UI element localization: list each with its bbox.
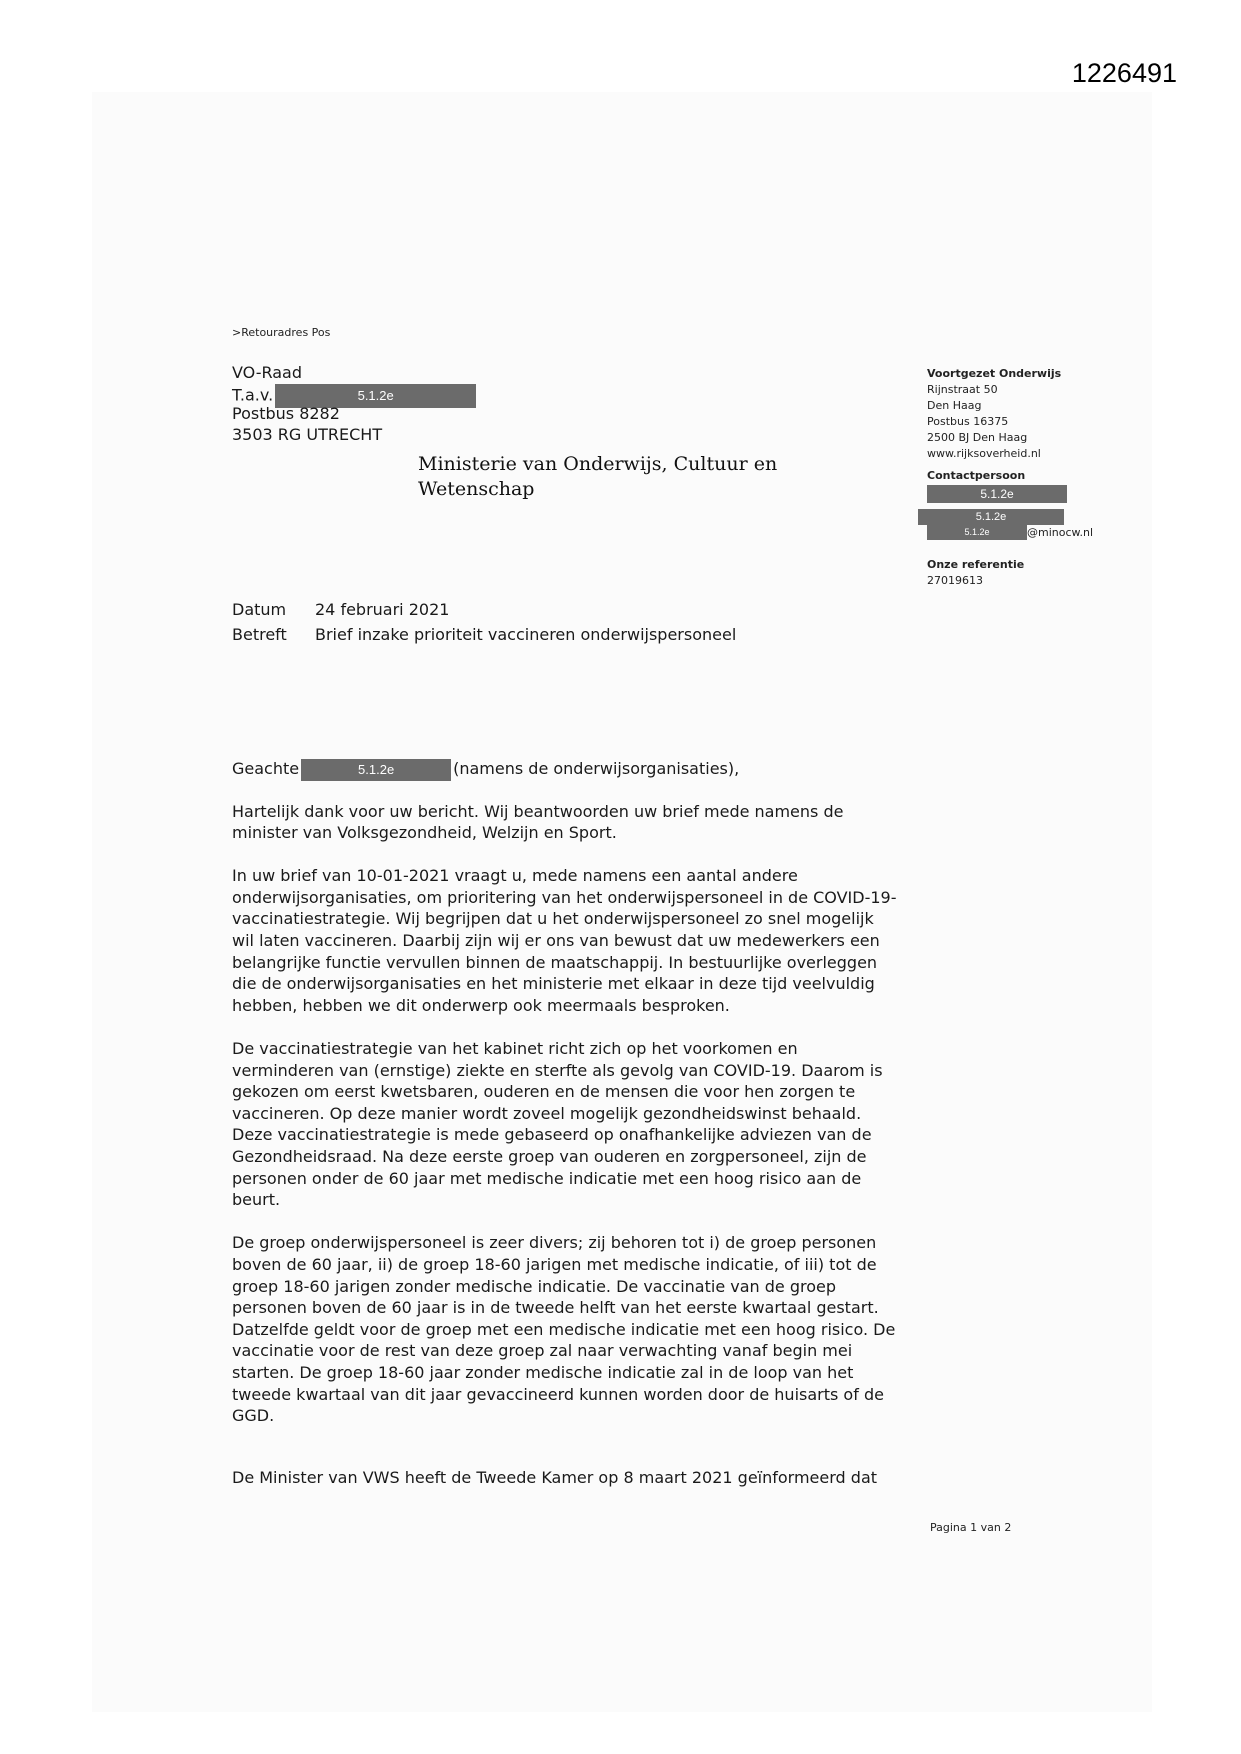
date-row — [232, 597, 736, 622]
text-line: In uw brief van 10-01-2021 vraagt u, mede namens een aantal andere — [232, 866, 798, 886]
salutation — [232, 758, 922, 781]
text-line: vaccineren. Op deze manier wordt zoveel mogelijk gezondheidswinst behaald. — [232, 1103, 862, 1123]
website-link[interactable]: www.rijksoverheid.nl — [927, 447, 1041, 460]
reference-heading: Onze referentie — [927, 558, 1025, 571]
text-line: onderwijsorganisaties, om prioritering van het onderwijspersoneel in de COVID-19- — [232, 887, 897, 907]
text-line: minister van Volksgezondheid, Welzijn en Sport. — [232, 823, 617, 843]
text-line: die de onderwijsorganisaties en het ministerie met elkaar in deze tijd veelvuldig — [232, 974, 875, 994]
paragraph — [232, 1038, 922, 1211]
text-line: Datzelfde geldt voor de groep met een medische indicatie met een hoog risico. De — [232, 1319, 896, 1339]
text-line: De groep onderwijspersoneel is zeer divers; zij behoren tot i) de groep personen — [232, 1233, 877, 1253]
text-line: Gezondheidsraad. Na deze eerste groep van ouderen en zorgpersoneel, zijn de — [232, 1147, 867, 1166]
text-line: vaccinatiestrategie. Wij begrijpen dat u het onderwijspersoneel zo snel mogelijk — [232, 909, 874, 929]
address-line: 2500 BJ Den Haag — [927, 431, 1028, 444]
recipient-city: 3503 RG UTRECHT — [232, 424, 383, 444]
salutation-suffix: (namens de onderwijsorganisaties), — [453, 759, 740, 778]
contact-heading: Contactpersoon — [927, 469, 1026, 482]
text-line: hebben, hebben we dit onderwerp ook meermaals besproken. — [232, 995, 730, 1015]
letter-meta — [232, 597, 736, 647]
recipient-block — [232, 363, 476, 445]
ministry-line-2: Wetenschap — [418, 478, 535, 500]
text-line: wil laten vaccineren. Daarbij zijn wij er ons van bewust dat uw medewerkers een — [232, 931, 880, 951]
text-line: personen boven de 60 jaar is in de tweede helft van het eerste kwartaal gestart. — [232, 1298, 879, 1318]
text-line: tweede kwartaal van dit jaar gevaccineerd kunnen worden door de huisarts of de — [232, 1384, 884, 1404]
text-line: Deze vaccinatiestrategie is mede gebaseerd op onafhankelijke adviezen van de — [232, 1125, 872, 1145]
page-number: Pagina 1 van 2 — [930, 1521, 1012, 1534]
email-suffix: @minocw.nl — [1027, 526, 1094, 539]
letter-body — [232, 758, 922, 1448]
reference-number: 27019613 — [927, 574, 983, 587]
recipient-org: VO-Raad — [232, 363, 303, 382]
date-value: 24 februari 2021 — [315, 600, 450, 619]
text-line: vaccinatie voor de rest van deze groep zal naar verwachting vanaf begin mei — [232, 1341, 853, 1361]
paragraph — [232, 801, 922, 844]
text-line: De vaccinatiestrategie van het kabinet richt zich op het voorkomen en — [232, 1039, 798, 1059]
text-line: groep 18-60 jarigen zonder medische indicatie. De vaccinatie van de groep — [232, 1276, 836, 1296]
redaction-box: 5.1.2e — [927, 485, 1067, 503]
redaction-box: 5.1.2e — [275, 384, 476, 408]
ministry-wordmark — [418, 452, 777, 502]
text-line: gekozen om eerst kwetsbaren, ouderen en de mensen die voor hen zorgen te — [232, 1082, 856, 1102]
text-line: beurt. — [232, 1190, 281, 1210]
redaction-box: 5.1.2e — [927, 525, 1027, 540]
salutation-prefix: Geachte — [232, 759, 300, 778]
redaction-box: 5.1.2e — [918, 509, 1064, 525]
return-address: >Retouradres Pos — [232, 326, 331, 339]
address-line: Rijnstraat 50 — [927, 383, 998, 396]
text-line: verminderen van (ernstige) ziekte en sterfte als gevolg van COVID-19. Daarom is — [232, 1060, 883, 1080]
date-label: Datum — [232, 600, 287, 619]
recipient-attn — [232, 384, 476, 405]
redaction-box: 5.1.2e — [301, 759, 451, 781]
recipient-postbus: Postbus 8282 — [232, 404, 340, 423]
text-line: GGD. — [232, 1406, 275, 1426]
text-line: personen onder de 60 jaar met medische indicatie met een hoog risico aan de — [232, 1168, 862, 1188]
subject-row — [232, 622, 736, 647]
subject-label: Betreft — [232, 625, 287, 644]
document-id: 1226491 — [1071, 58, 1177, 88]
address-line: Den Haag — [927, 399, 982, 412]
text-line: Hartelijk dank voor uw bericht. Wij beantwoorden uw brief mede namens de — [232, 801, 844, 821]
address-line: Postbus 16375 — [927, 415, 1009, 428]
contact-email — [927, 525, 1127, 541]
paragraph — [232, 1232, 922, 1426]
attn-label: T.a.v. — [232, 385, 274, 404]
continued-paragraph: De Minister van VWS heeft de Tweede Kamer op 8 maart 2021 geïnformeerd dat — [232, 1468, 878, 1487]
ministry-line-1: Ministerie van Onderwijs, Cultuur en — [418, 453, 778, 475]
subject-value: Brief inzake prioriteit vaccineren onderwijspersoneel — [315, 625, 737, 644]
text-line: belangrijke functie vervullen binnen de maatschappij. In bestuurlijke overleggen — [232, 952, 878, 972]
sender-sidebar — [927, 366, 1127, 589]
text-line: starten. De groep 18-60 jaar zonder medische indicatie zal in de loop van het — [232, 1362, 854, 1382]
department-heading: Voortgezet Onderwijs — [927, 367, 1062, 380]
text-line: boven de 60 jaar, ii) de groep 18-60 jarigen met medische indicatie, of iii) tot de — [232, 1254, 877, 1274]
paragraph — [232, 865, 922, 1016]
